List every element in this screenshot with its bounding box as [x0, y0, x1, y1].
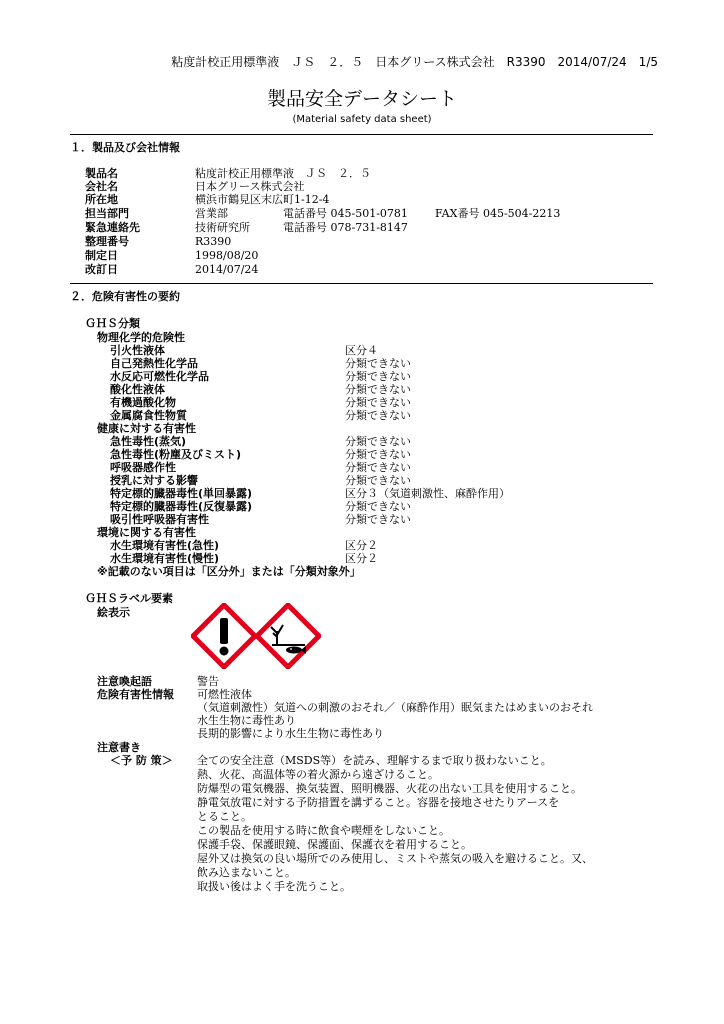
exclamation-mark-pictogram-icon [191, 603, 257, 669]
hazard-item-label: 引火性液体 [110, 344, 165, 357]
prevention-statement: 全ての安全注意（MSDS等）を読み、理解するまで取り扱わないこと。 [197, 754, 552, 767]
physical-hazards-heading: 物理化学的危険性 [97, 331, 185, 344]
health-hazards-heading: 健康に対する有害性 [97, 422, 196, 435]
department-value: 営業部 [195, 207, 228, 220]
established-date-label: 制定日 [85, 249, 118, 262]
hazard-item-label: 酸化性液体 [110, 383, 165, 396]
hazard-item-label: 吸引性呼吸器有害性 [110, 513, 209, 526]
hazard-item-label: 急性毒性(蒸気) [110, 435, 187, 448]
hazard-statement: （気道刺激性）気道への刺激のおそれ／（麻酔作用）眠気またはめまいのおそれ [197, 701, 593, 714]
signal-word-label: 注意喚起語 [97, 675, 152, 688]
prevention-statement: 防爆型の電気機器、換気装置、照明機器、火花の出ない工具を使用すること。 [197, 782, 582, 795]
hazard-statements-label: 危険有害性情報 [97, 688, 174, 701]
hazard-item-label: 自己発熱性化学品 [110, 357, 198, 370]
prevention-statement: 熱、火花、高温体等の着火源から遠ざけること。 [197, 768, 439, 781]
prevention-statement: とること。 [197, 810, 252, 823]
title-divider [70, 134, 653, 135]
hazard-item-value: 区分３（気道刺激性、麻酔作用） [345, 487, 510, 500]
department-label: 担当部門 [85, 207, 129, 220]
hazard-item-label: 水生環境有害性(慢性) [110, 552, 220, 565]
hazard-statement: 可燃性液体 [197, 688, 252, 701]
prevention-statement: 屋外又は換気の良い場所でのみ使用し、ミストや蒸気の吸入を避けること。又、 [197, 852, 593, 865]
hazard-item-value: 分類できない [345, 396, 411, 409]
hazard-statement: 水生生物に毒性あり [197, 714, 296, 727]
department-fax: FAX番号 045-504-2213 [435, 207, 561, 220]
hazard-item-value: 区分４ [345, 344, 378, 357]
hazard-item-value: 区分２ [345, 552, 378, 565]
prevention-statement: この製品を使用する時に飲食や喫煙をしないこと。 [197, 824, 450, 837]
prevention-statement: 飲み込まないこと。 [197, 866, 296, 879]
precautionary-statements-label: 注意書き [97, 741, 141, 754]
prevention-label: ＜予 防 策＞ [110, 754, 173, 767]
hazard-item-value: 分類できない [345, 474, 411, 487]
section2-heading: ２．危険有害性の要約 [70, 290, 180, 303]
hazard-item-value: 分類できない [345, 448, 411, 461]
section1-divider [70, 283, 653, 284]
hazard-item-label: 特定標的臓器毒性(単回暴露) [110, 487, 253, 500]
hazard-item-value: 分類できない [345, 435, 411, 448]
prevention-statement: 静電気放電に対する予防措置を講ずること。容器を接地させたりアースを [197, 796, 560, 809]
hazard-item-value: 分類できない [345, 383, 411, 396]
prevention-statement: 取扱い後はよく手を洗うこと。 [197, 880, 351, 893]
hazard-item-value: 分類できない [345, 513, 411, 526]
document-subtitle: (Material safety data sheet) [292, 114, 432, 125]
pictogram-label: 絵表示 [97, 606, 130, 619]
hazard-item-label: 水反応可燃性化学品 [110, 370, 209, 383]
address-label: 所在地 [85, 193, 118, 206]
page-header: 粘度計校正用標準液 ＪＳ ２．５ 日本グリース株式会社 R3390 2014/07/24 1/5 [171, 55, 658, 69]
reference-number-label: 整理番号 [85, 235, 129, 248]
environmental-hazards-heading: 環境に関する有害性 [97, 526, 196, 539]
hazard-item-label: 金属腐食性物質 [110, 409, 187, 422]
emergency-contact-value: 技術研究所 [195, 221, 250, 234]
company-name-label: 会社名 [85, 180, 118, 193]
established-date-value: 1998/08/20 [195, 249, 259, 262]
document-title: 製品安全データシート [266, 88, 457, 110]
hazard-item-label: 有機過酸化物 [110, 396, 176, 409]
hazard-item-value: 分類できない [345, 370, 411, 383]
prevention-statement: 保護手袋、保護眼鏡、保護面、保護衣を着用すること。 [197, 838, 472, 851]
hazard-item-value: 分類できない [345, 500, 411, 513]
hazard-item-value: 分類できない [345, 461, 411, 474]
hazard-item-label: 特定標的臓器毒性(反復暴露) [110, 500, 253, 513]
department-tel: 電話番号 045-501-0781 [283, 207, 408, 220]
emergency-contact-tel: 電話番号 078-731-8147 [283, 221, 408, 234]
ghs-label-elements-heading: ＧＨＳラベル要素 [85, 592, 173, 605]
environment-pictogram-icon [255, 603, 321, 669]
hazard-item-value: 分類できない [345, 409, 411, 422]
revision-date-value: 2014/07/24 [195, 263, 259, 276]
section1-heading: １．製品及び会社情報 [70, 141, 180, 154]
signal-word-value: 警告 [197, 675, 219, 688]
product-name-value: 粘度計校正用標準液 ＪＳ ２．５ [195, 167, 371, 180]
hazard-item-value: 分類できない [345, 357, 411, 370]
company-name-value: 日本グリース株式会社 [195, 180, 305, 193]
product-name-label: 製品名 [85, 167, 118, 180]
hazard-item-value: 区分２ [345, 539, 378, 552]
revision-date-label: 改訂日 [85, 263, 118, 276]
hazard-item-label: 水生環境有害性(急性) [110, 539, 220, 552]
reference-number-value: R3390 [195, 235, 232, 248]
hazard-item-label: 急性毒性(粉塵及びミスト) [110, 448, 242, 461]
classification-note: ※記載のない項目は「区分外」または「分類対象外」 [97, 565, 361, 578]
hazard-item-label: 呼吸器感作性 [110, 461, 176, 474]
hazard-statement: 長期的影響により水生生物に毒性あり [197, 727, 384, 740]
emergency-contact-label: 緊急連絡先 [85, 221, 140, 234]
hazard-item-label: 授乳に対する影響 [110, 474, 198, 487]
address-value: 横浜市鶴見区末広町1-12-4 [195, 193, 330, 206]
ghs-classification-heading: ＧＨＳ分類 [85, 317, 140, 330]
